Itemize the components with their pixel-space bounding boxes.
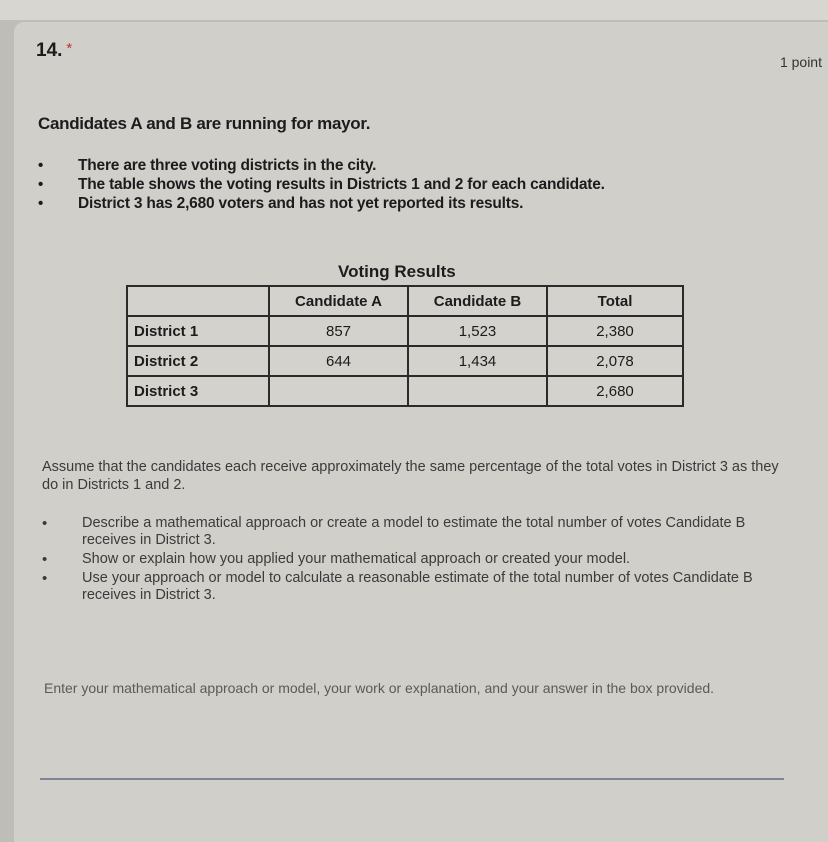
bullet-icon: • (38, 176, 44, 193)
table-row (127, 376, 683, 406)
fact-item (38, 156, 778, 175)
row-label: District 2 (127, 346, 269, 376)
table-header-row (127, 286, 683, 316)
fact-item (38, 194, 778, 213)
table-title: Voting Results (338, 262, 456, 281)
task-text: Describe a mathematical approach or create a model to estimate the total number of votes Candidate B receives in District 3. (82, 515, 746, 548)
question-number-text: 14. (36, 40, 63, 61)
answer-input-underline[interactable] (40, 778, 784, 780)
table-header-total: Total (547, 286, 683, 316)
task-item (42, 515, 802, 549)
bullet-icon: • (42, 515, 48, 532)
cell-candidate-b: 1,434 (408, 346, 547, 376)
cell-candidate-a: 857 (269, 316, 408, 346)
row-label: District 3 (127, 376, 269, 406)
cell-candidate-b: 1,523 (408, 316, 547, 346)
points-label: 1 point (779, 54, 822, 70)
answer-instructions: Enter your mathematical approach or model, your work or explanation, and your answer in the box provided. (44, 680, 715, 696)
bullet-icon: • (38, 195, 44, 212)
top-bar (0, 0, 828, 20)
cell-candidate-a (269, 376, 408, 406)
bullet-icon: • (38, 157, 44, 174)
fact-text: There are three voting districts in the city. (78, 157, 377, 174)
table-header-candidate-a: Candidate A (269, 286, 408, 316)
task-text: Use your approach or model to calculate a reasonable estimate of the total number of votes Candidate B receives in District 3. (82, 570, 753, 603)
cell-candidate-a: 644 (269, 346, 408, 376)
facts-list (38, 156, 778, 213)
tasks-list (42, 515, 802, 606)
question-intro: Candidates A and B are running for mayor. (38, 114, 371, 133)
task-text: Show or explain how you applied your mathematical approach or created your model. (82, 551, 631, 567)
cell-candidate-b (408, 376, 547, 406)
fact-text: The table shows the voting results in Districts 1 and 2 for each candidate. (78, 176, 605, 193)
voting-results-table (126, 285, 684, 407)
task-item (42, 551, 802, 568)
bullet-icon: • (42, 551, 48, 568)
fact-text: District 3 has 2,680 voters and has not yet reported its results. (78, 195, 524, 212)
required-marker: * (66, 40, 73, 57)
row-label: District 1 (127, 316, 269, 346)
table-header-empty (127, 286, 269, 316)
table-row (127, 316, 683, 346)
fact-item (38, 175, 778, 194)
cell-total: 2,078 (547, 346, 683, 376)
question-number (36, 40, 72, 62)
cell-total: 2,680 (547, 376, 683, 406)
table-row (127, 346, 683, 376)
bullet-icon: • (42, 570, 48, 587)
assumption-text: Assume that the candidates each receive approximately the same percentage of the total votes in District 3 as they do in Districts 1 and 2. (42, 459, 779, 493)
cell-total: 2,380 (547, 316, 683, 346)
table-header-candidate-b: Candidate B (408, 286, 547, 316)
task-item (42, 570, 802, 604)
question-card (14, 22, 828, 842)
